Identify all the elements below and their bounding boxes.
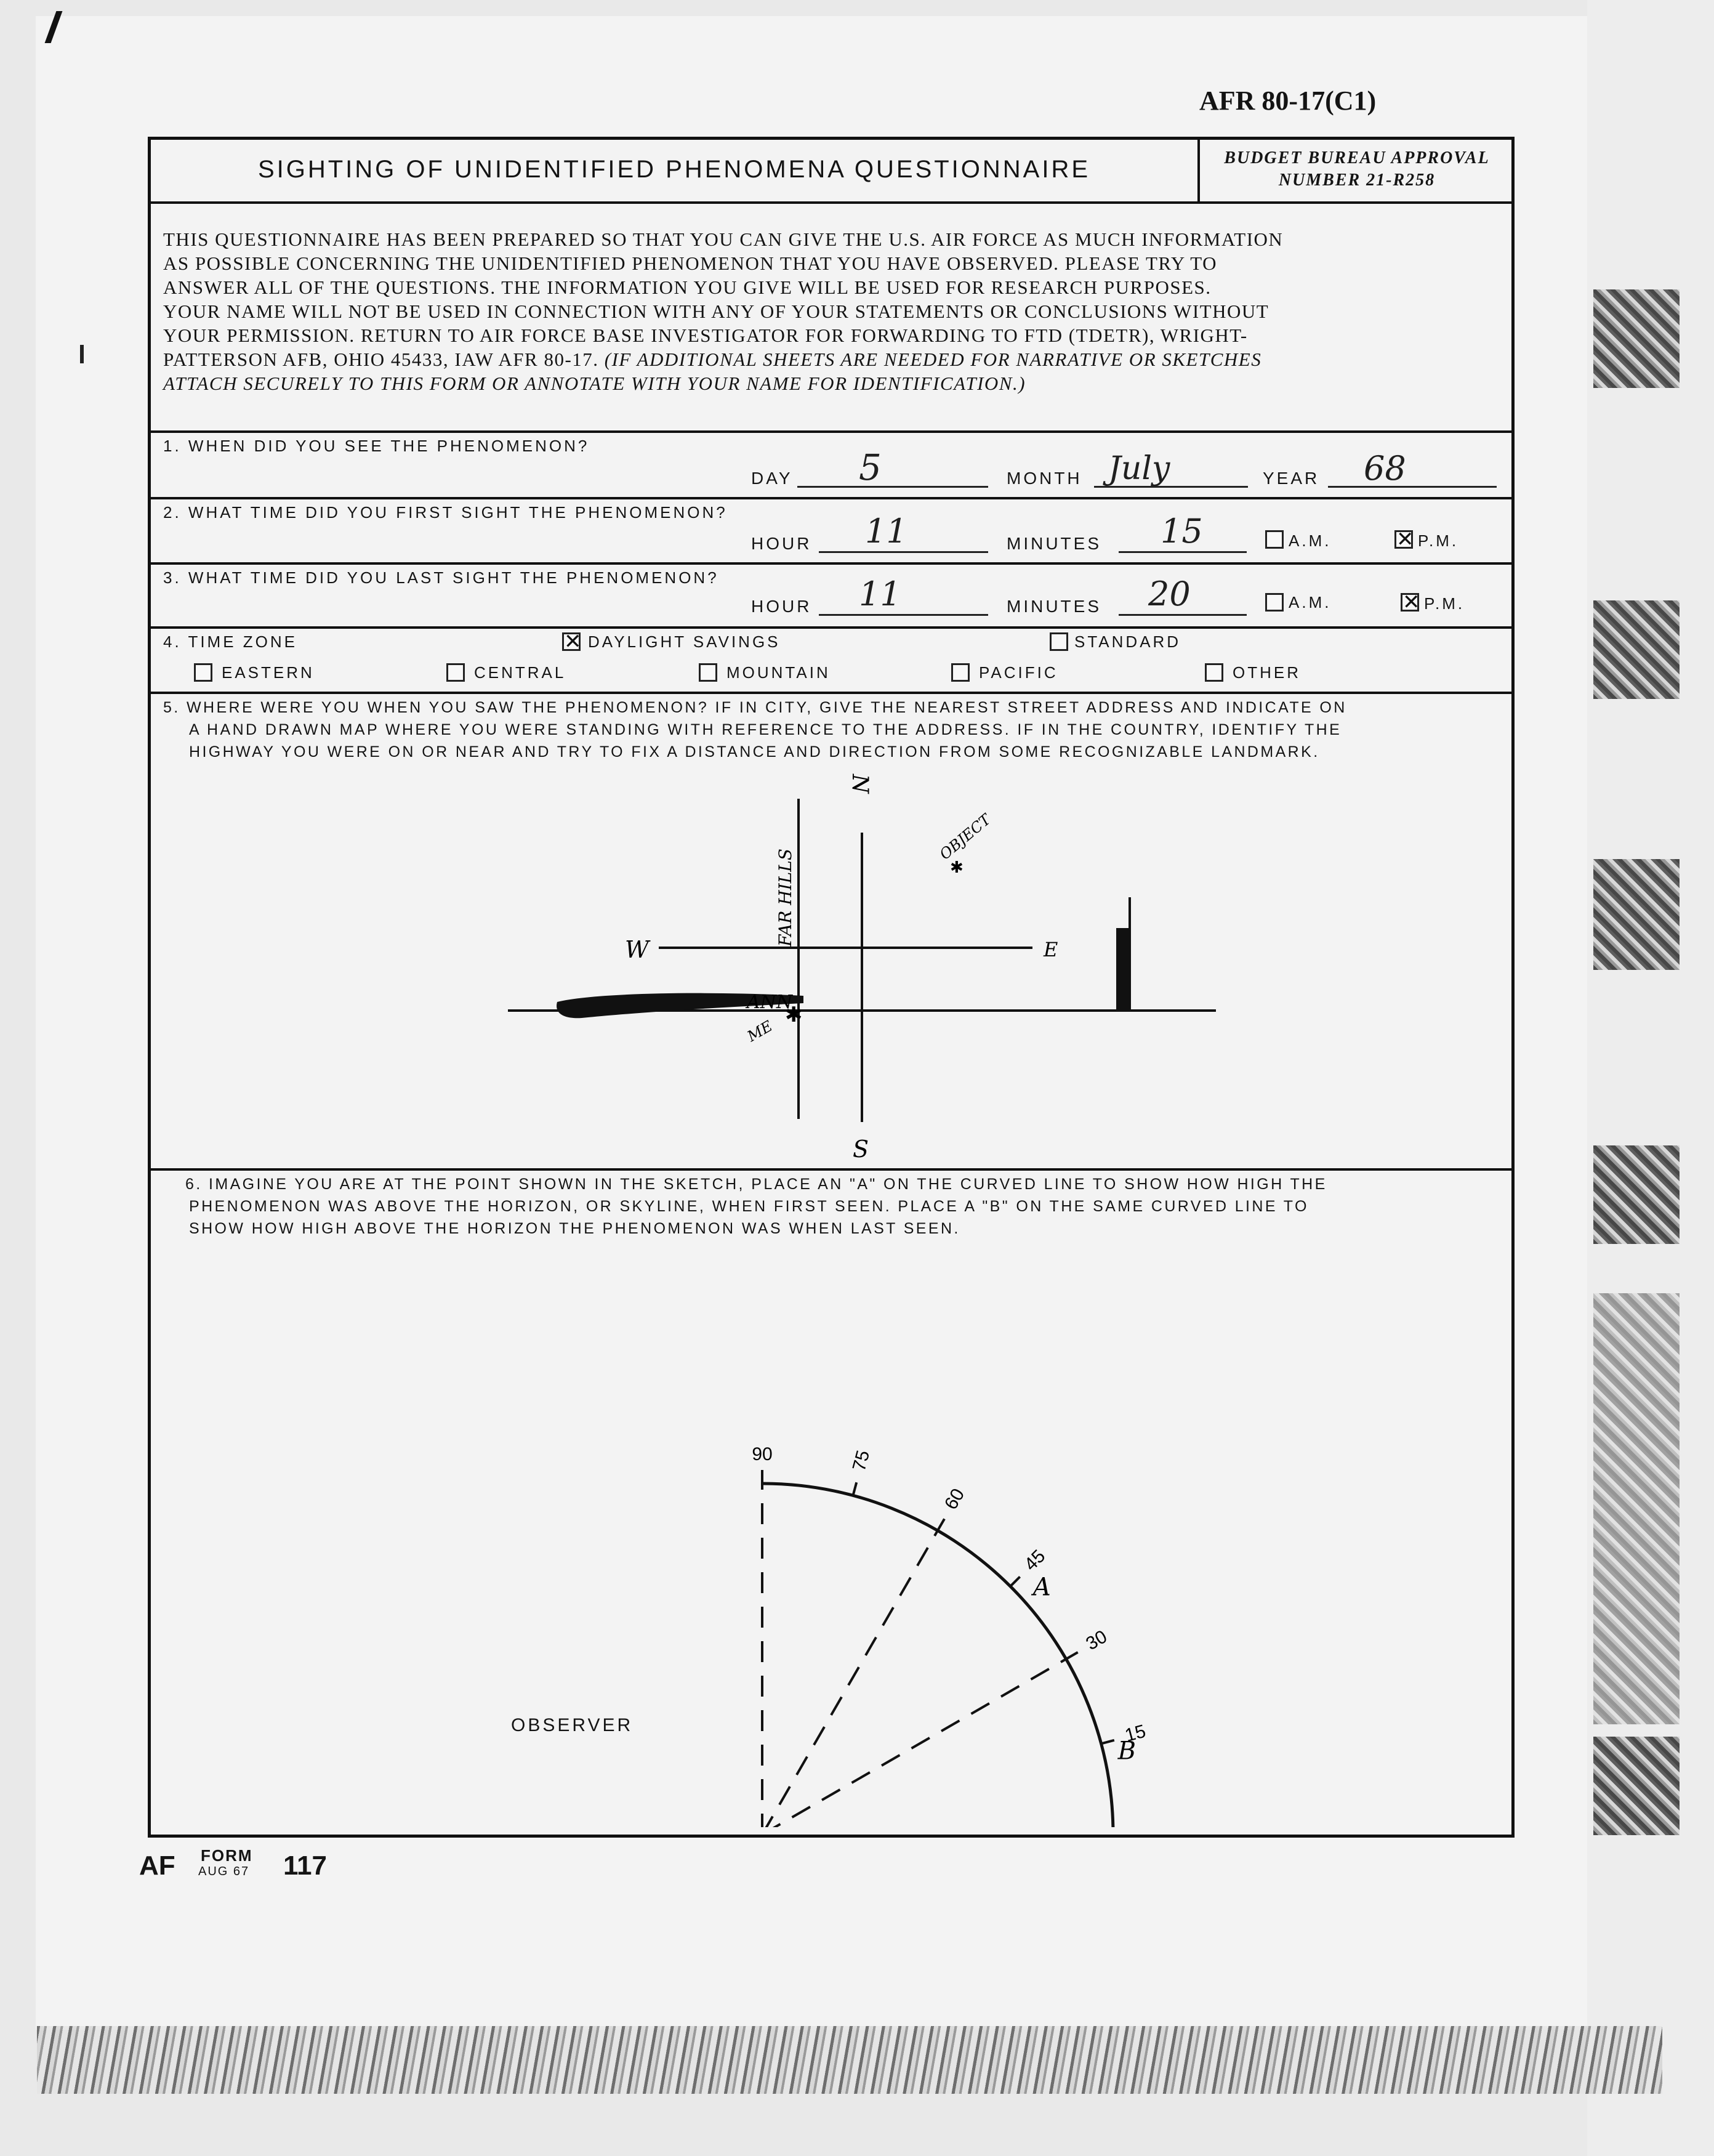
pm-label: P.M. (1418, 531, 1459, 550)
year-label: YEAR (1263, 469, 1320, 488)
angle-label: 15 (1122, 1721, 1148, 1746)
year-value[interactable]: 68 (1364, 449, 1406, 488)
angle-tick (1010, 1577, 1020, 1586)
angle-label: 60 (941, 1485, 969, 1514)
last-pm-checkbox[interactable] (1401, 593, 1419, 612)
me-label: ME (744, 1017, 776, 1046)
angle-tick (1066, 1652, 1078, 1659)
first-am-checkbox[interactable] (1265, 530, 1284, 549)
intro-address: PATTERSON AFB, OHIO 45433, IAW AFR 80-17. (163, 349, 599, 370)
am-label: A.M. (1289, 593, 1332, 612)
angle-label: 90 (752, 1443, 773, 1464)
minutes-label: MINUTES (1007, 597, 1101, 616)
mountain-checkbox[interactable] (699, 663, 717, 682)
q6-line: SHOW HOW HIGH ABOVE THE HORIZON THE PHENOMENON WAS WHEN LAST SEEN. (189, 1220, 960, 1237)
scan-mark (80, 345, 84, 363)
q6-line: PHENOMENON WAS ABOVE THE HORIZON, OR SKYLINE, WHEN FIRST SEEN. PLACE A "B" ON THE SAME CURVED LINE TO (189, 1198, 1309, 1215)
daylight-savings-checkbox[interactable] (562, 632, 581, 651)
budget-approval-line2: NUMBER 21-R258 (1278, 171, 1436, 190)
scan-edge-strip (1587, 0, 1714, 2156)
ann-label: ANN (747, 991, 793, 1013)
standard-checkbox[interactable] (1050, 632, 1068, 651)
minutes-label: MINUTES (1007, 534, 1101, 553)
eastern-checkbox[interactable] (194, 663, 212, 682)
q5-line: 5. WHERE WERE YOU WHEN YOU SAW THE PHENOMENON? IF IN CITY, GIVE THE NEAREST STREET ADDRESS AND INDICATE ON (163, 699, 1347, 716)
month-label: MONTH (1007, 469, 1082, 488)
first-minutes-value[interactable]: 15 (1161, 512, 1203, 551)
footer-af: AF (139, 1851, 175, 1881)
intro-line: YOUR PERMISSION. RETURN TO AIR FORCE BASE INVESTIGATOR FOR FORWARDING TO FTD (TDETR), WRIGHT- (163, 325, 1248, 346)
last-am-checkbox[interactable] (1265, 593, 1284, 612)
me-mark: ✱ (785, 1003, 803, 1027)
standard-label: STANDARD (1074, 632, 1181, 651)
intro-line: THIS QUESTIONNAIRE HAS BEEN PREPARED SO THAT YOU CAN GIVE THE U.S. AIR FORCE AS MUCH INFORMATION (163, 228, 1284, 250)
south-label: S (853, 1136, 869, 1163)
q3-question: 3. WHAT TIME DID YOU LAST SIGHT THE PHENOMENON? (163, 568, 719, 587)
elevation-graphic (657, 1444, 1148, 1827)
divider (151, 430, 1511, 433)
elevation-arc (762, 1484, 1113, 1827)
hour-label: HOUR (751, 534, 812, 553)
intro-line: ATTACH SECURELY TO THIS FORM OR ANNOTATE WITH YOUR NAME FOR IDENTIFICATION.) (163, 373, 1026, 394)
q6-line: 6. IMAGINE YOU ARE AT THE POINT SHOWN IN THE SKETCH, PLACE AN "A" ON THE CURVED LINE TO SHOW HOW HIGH THE (185, 1176, 1327, 1193)
observer-label: OBSERVER (511, 1715, 634, 1735)
am-label: A.M. (1289, 531, 1332, 550)
far-hills-label: FAR HILLS (775, 848, 795, 947)
other-checkbox[interactable] (1205, 663, 1223, 682)
intro-line (163, 347, 1505, 371)
month-value[interactable]: July (1108, 450, 1170, 487)
angle-label: 45 (1020, 1546, 1050, 1575)
elevation-diagram (151, 1273, 1511, 1827)
divider (151, 562, 1511, 565)
eastern-label: EASTERN (222, 663, 315, 682)
footer-form: FORM (201, 1846, 253, 1865)
daylight-savings-label: DAYLIGHT SAVINGS (588, 632, 781, 651)
angle-tick (853, 1482, 857, 1495)
west-label: W (625, 936, 650, 963)
divider (151, 626, 1511, 629)
q2-question: 2. WHAT TIME DID YOU FIRST SIGHT THE PHENOMENON? (163, 503, 728, 522)
day-label: DAY (751, 469, 793, 488)
east-label: E (1044, 938, 1058, 961)
footer-date: AUG 67 (198, 1865, 250, 1878)
last-hour-value[interactable]: 11 (859, 575, 901, 613)
first-hour-value[interactable]: 11 (865, 512, 907, 551)
scan-bottom-noise (37, 2026, 1662, 2094)
pacific-label: PACIFIC (979, 663, 1058, 682)
form-title: SIGHTING OF UNIDENTIFIED PHENOMENA QUESTIONNAIRE (257, 156, 1091, 183)
angle-label: 75 (848, 1448, 874, 1474)
footer-number: 117 (283, 1851, 327, 1881)
divider (151, 692, 1511, 694)
north-label: N (847, 774, 872, 794)
hour-label: HOUR (751, 597, 812, 616)
doc-number: AFR 80-17(C1) (1199, 86, 1377, 116)
object-mark: ✱ (950, 858, 964, 877)
divider (151, 497, 1511, 499)
angle-tick (938, 1519, 944, 1530)
angle-tick (1101, 1740, 1114, 1744)
hour-line (819, 551, 988, 553)
day-line (797, 486, 988, 488)
intro-line: YOUR NAME WILL NOT BE USED IN CONNECTION WITH ANY OF YOUR STATEMENTS OR CONCLUSIONS WITHOUT (163, 301, 1269, 322)
intro-italic: (IF ADDITIONAL SHEETS ARE NEEDED FOR NARRATIVE OR SKETCHES (604, 349, 1262, 370)
divider (151, 1168, 1511, 1171)
mark-b: B (1117, 1737, 1136, 1766)
q6-question (185, 1173, 1507, 1240)
angle-label: 30 (1082, 1626, 1111, 1655)
minutes-line (1119, 551, 1247, 553)
intro-line: AS POSSIBLE CONCERNING THE UNIDENTIFIED PHENOMENON THAT YOU HAVE OBSERVED. PLEASE TRY TO (163, 252, 1218, 274)
elevation-dashed-line (762, 1530, 938, 1827)
minutes-line (1119, 614, 1247, 616)
divider (151, 201, 1511, 204)
other-label: OTHER (1233, 663, 1301, 682)
budget-approval-line1: BUDGET BUREAU APPROVAL (1224, 148, 1490, 168)
intro-line: ANSWER ALL OF THE QUESTIONS. THE INFORMATION YOU GIVE WILL BE USED FOR RESEARCH PURPOSES. (163, 277, 1212, 298)
mountain-label: MOUNTAIN (726, 663, 831, 682)
hour-line (819, 614, 988, 616)
elevation-dashed-line (762, 1659, 1066, 1827)
q5-line: HIGHWAY YOU WERE ON OR NEAR AND TRY TO FIX A DISTANCE AND DIRECTION FROM SOME RECOGNIZABLE LANDMARK. (189, 743, 1320, 761)
intro-text (163, 227, 1505, 395)
year-line (1328, 486, 1497, 488)
pacific-checkbox[interactable] (951, 663, 970, 682)
object-label: OBJECT (936, 810, 994, 863)
q1-question: 1. WHEN DID YOU SEE THE PHENOMENON? (163, 437, 590, 455)
central-label: CENTRAL (474, 663, 566, 682)
questionnaire-form (148, 137, 1515, 1838)
central-checkbox[interactable] (446, 663, 465, 682)
pm-label: P.M. (1424, 594, 1465, 613)
mark-a: A (1032, 1573, 1051, 1602)
q5-line: A HAND DRAWN MAP WHERE YOU WERE STANDING WITH REFERENCE TO THE ADDRESS. IF IN THE COUNTRY, IDENTIFY THE (189, 721, 1342, 738)
first-pm-checkbox[interactable] (1394, 530, 1413, 549)
q4-label: 4. TIME ZONE (163, 632, 297, 651)
day-value[interactable]: 5 (859, 446, 882, 488)
last-minutes-value[interactable]: 20 (1148, 575, 1191, 613)
